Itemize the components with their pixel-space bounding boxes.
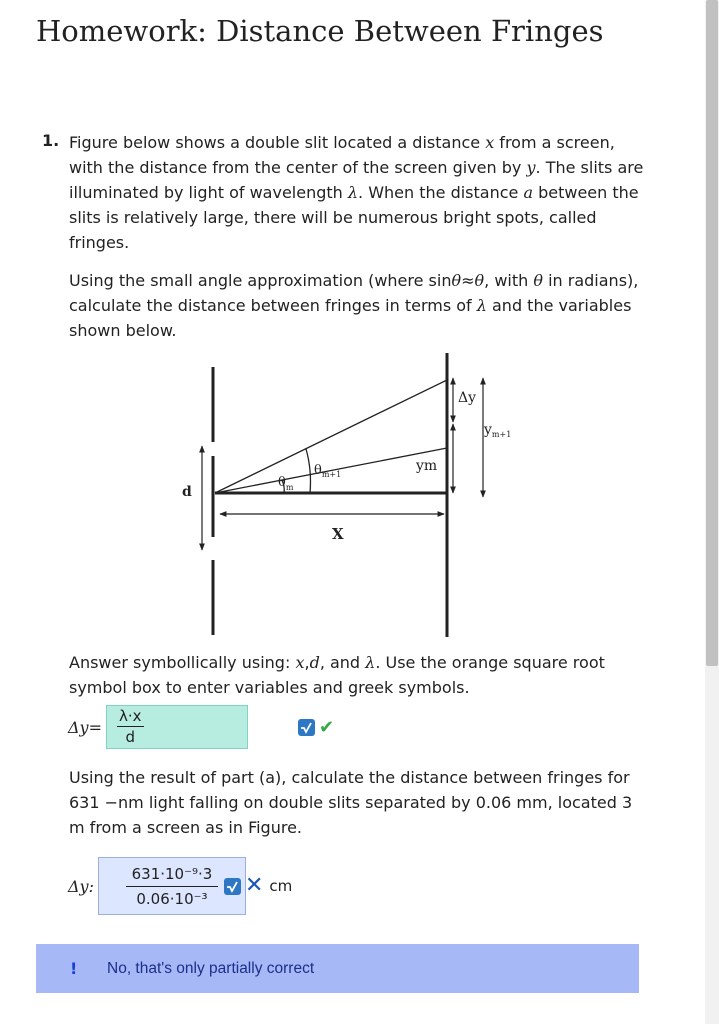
label-x: X (332, 525, 344, 543)
part-b-denominator: 0.06·10⁻³ (136, 889, 208, 908)
part-b-sqrt-symbol-button[interactable] (224, 878, 241, 895)
check-icon: ✔ (319, 716, 335, 738)
label-ym1: $y_{m+1}$ (484, 422, 512, 439)
part-a-denominator: d (125, 728, 136, 746)
part-b-answer-row (68, 857, 292, 915)
label-theta-m1: $\theta_{m+1}$ (314, 463, 342, 479)
part-a-label: Δy= (68, 717, 102, 737)
part-b-unit: cm (269, 877, 293, 895)
label-dy: Δy (458, 390, 477, 406)
feedback-message: No, that's only partially correct (107, 959, 315, 977)
part-a-fraction (117, 707, 144, 747)
question-number: 1. (42, 131, 60, 150)
part-b-label: Δy: (68, 876, 94, 896)
approximation-text: Using the small angle approximation (where sinθ≈θ, with θ in radians), calculate the distance between fringes in terms of λ and the variables shown below. (69, 271, 639, 340)
cross-icon: ✕ (244, 873, 264, 898)
exclamation-icon: ! (70, 959, 78, 978)
part-a-answer-input[interactable] (106, 705, 248, 749)
part-a-sqrt-symbol-button[interactable] (298, 719, 315, 736)
scrollbar[interactable] (705, 0, 719, 1024)
scrollbar-thumb[interactable] (706, 0, 718, 666)
part-a-numerator: λ·x (119, 707, 142, 725)
sqrt-icon (300, 721, 313, 734)
double-slit-diagram (170, 350, 530, 642)
sqrt-icon (226, 880, 239, 893)
label-d: d (182, 484, 192, 500)
part-b-fraction (126, 862, 219, 911)
page-title: Homework: Distance Between Fringes (36, 14, 604, 48)
part-a-answer-row (68, 703, 334, 751)
part-b-numerator: 631·10⁻⁹·3 (126, 862, 219, 887)
part-b-instruction: Using the result of part (a), calculate the distance between fringes for 631 −nm light falling on double slits separated by 0.06 mm, located 3 m from a screen as in Figure. (69, 768, 633, 837)
question-intro: Figure below shows a double slit located a distance x from a screen, with the distance from the center of the screen given by y. The slits are illuminated by light of wavelength λ. When the distance a between the slits is relatively large, there will be numerous bright spots, called fringes. (69, 133, 644, 252)
label-ym: ym (416, 458, 438, 474)
angle-arc-m1 (306, 449, 311, 493)
feedback-banner (36, 944, 639, 993)
part-a-instruction: Answer symbollically using: x,d, and λ. Use the orange square root symbol box to enter variables and greek symbols. (69, 653, 605, 697)
label-theta-m: $\theta_m$ (278, 475, 294, 492)
